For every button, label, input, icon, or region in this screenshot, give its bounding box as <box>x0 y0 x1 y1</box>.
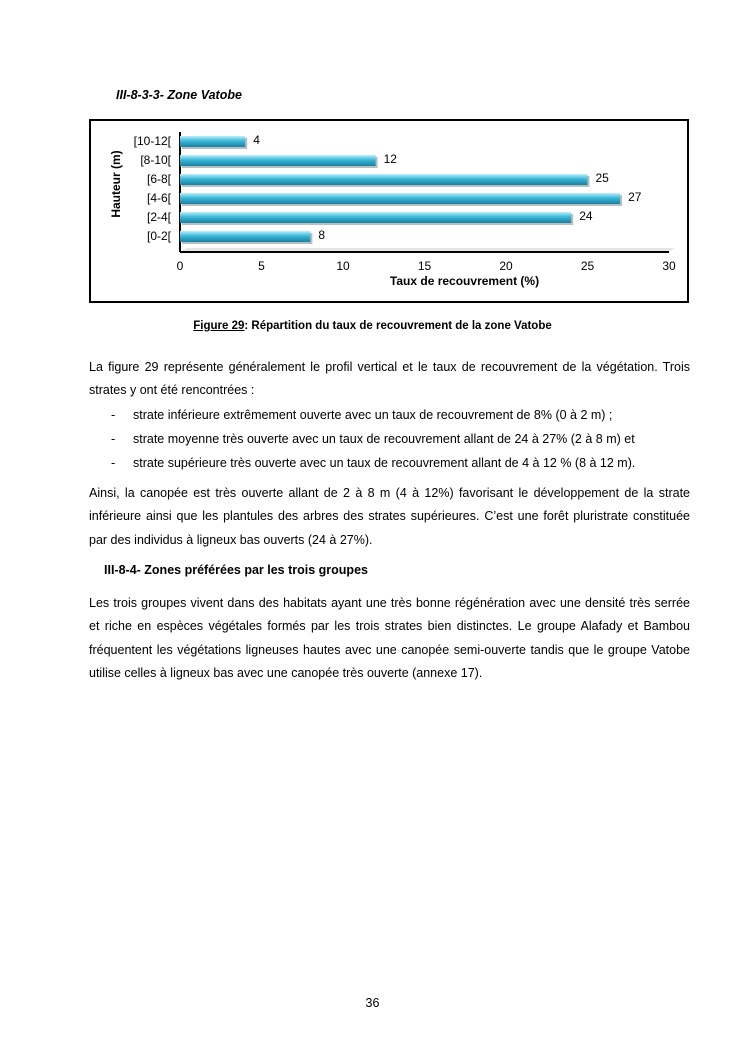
bar <box>180 155 376 166</box>
bar <box>180 136 245 147</box>
list-item <box>89 403 709 427</box>
list-item <box>89 451 709 475</box>
x-tick-label: 25 <box>580 259 595 273</box>
data-label: 25 <box>595 171 609 185</box>
x-tick-label: 15 <box>417 259 432 273</box>
figure-label: Figure 29 <box>193 320 245 332</box>
paragraph-2-text: Ainsi, la canopée est très ouverte allant de 2 à 8 m (4 à 12%) favorisant le développement de la strate inférieure ainsi que les plantules des arbres des strates supérieures. C’est une forêt pluristrate constituée par des individus à ligneux bas ouverts (24 à 27%). <box>89 486 690 547</box>
data-label: 4 <box>253 133 260 147</box>
bar <box>180 174 588 185</box>
paragraph-1 <box>89 356 690 403</box>
bullet-marker: - <box>111 408 116 422</box>
list-item <box>89 427 709 451</box>
x-axis-title: Taux de recouvrement (%) <box>389 274 540 288</box>
chart-frame <box>89 119 689 303</box>
data-label: 12 <box>383 152 397 166</box>
y-tick-label: [0-2[ <box>146 229 171 243</box>
paragraph-2 <box>89 482 690 552</box>
bar <box>180 193 620 204</box>
bar <box>180 231 310 242</box>
data-label: 27 <box>628 190 642 204</box>
y-tick-label: [8-10[ <box>140 153 171 167</box>
bullet-marker: - <box>111 456 116 470</box>
figure-caption <box>0 320 745 332</box>
x-tick-label: 10 <box>336 259 350 273</box>
data-label: 8 <box>318 228 326 242</box>
bar <box>180 212 571 223</box>
bullet-text: strate moyenne très ouverte avec un taux de recouvrement allant de 24 à 27% (2 à 8 m) et <box>133 432 635 446</box>
page-number: 36 <box>365 996 380 1010</box>
subheading: III-8-4- Zones préférées par les trois groupes <box>104 563 368 577</box>
bullet-marker: - <box>111 432 116 446</box>
figure-caption-text: : Répartition du taux de recouvrement de la zone Vatobe <box>244 320 552 332</box>
x-tick-label: 0 <box>176 259 184 273</box>
y-tick-label: [10-12[ <box>133 134 171 148</box>
y-tick-label: [6-8[ <box>146 172 171 186</box>
x-tick-label: 20 <box>499 259 513 273</box>
paragraph-3-text: Les trois groupes vivent dans des habitats ayant une très bonne régénération avec une densité très serrée et riche en espèces végétales formés par les trois strates bien distinctes. Le groupe Alafady et Bambou fréquentent les végétations ligneuses hautes avec une canopée semi-ouverte tandis que le groupe Vatobe utilise celles à ligneux bas avec une canopée très ouverte (annexe 17). <box>89 596 690 680</box>
paragraph-1-text: La figure 29 représente généralement le profil vertical et le taux de recouvrement de la végétation. Trois strates y ont été rencontrées : <box>89 360 690 398</box>
y-tick-label: [4-6[ <box>146 191 171 205</box>
x-tick-label: 30 <box>662 259 676 273</box>
bullet-text: strate supérieure très ouverte avec un taux de recouvrement allant de 4 à 12 % (8 à 12 m). <box>133 456 636 470</box>
bullet-list <box>89 403 709 475</box>
paragraph-3 <box>89 592 690 685</box>
y-axis-title: Hauteur (m) <box>109 150 123 218</box>
y-tick-label: [2-4[ <box>146 210 171 224</box>
x-tick-label: 5 <box>258 259 265 273</box>
data-label: 24 <box>579 209 593 223</box>
bar-chart <box>91 121 687 301</box>
bullet-text: strate inférieure extrêmement ouverte avec un taux de recouvrement de 8% (0 à 2 m) ; <box>133 408 613 422</box>
section-title: III-8-3-3- Zone Vatobe <box>116 88 242 102</box>
